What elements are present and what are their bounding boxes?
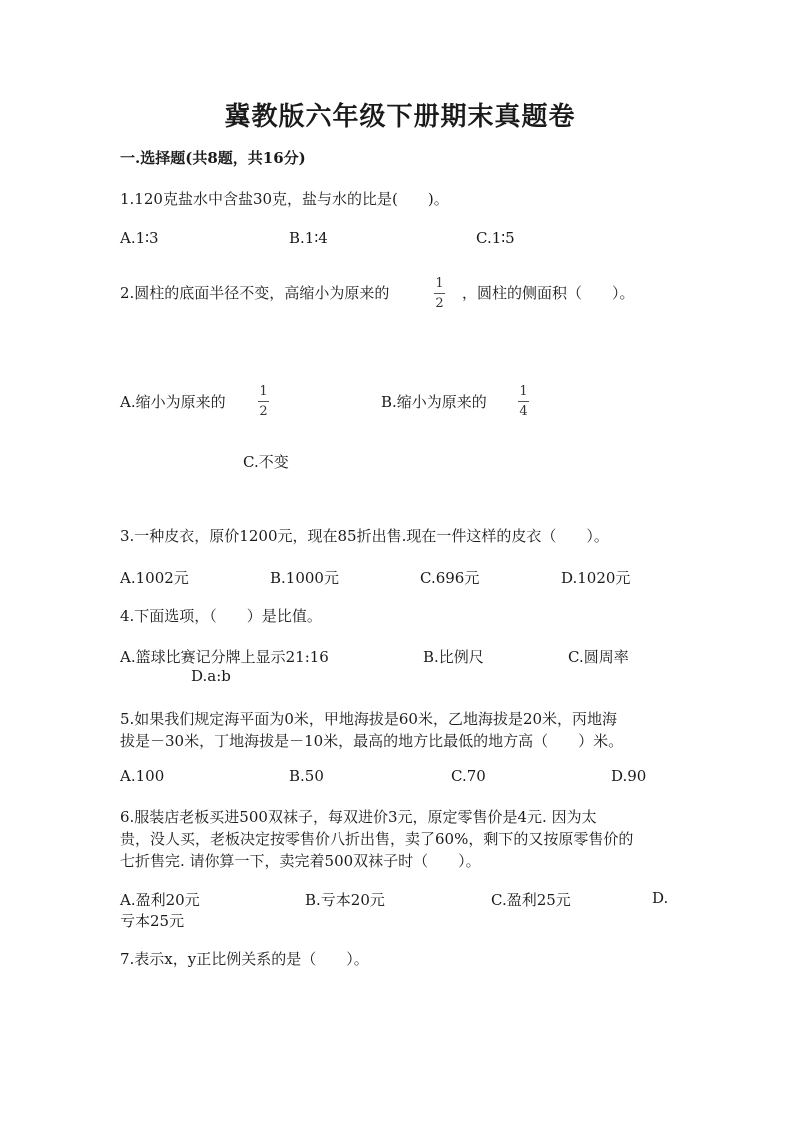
- question-2-stem-part-1: 2.圆柱的底面半径不变，高缩小为原来的: [120, 284, 390, 302]
- question-2-option-b-fraction: [518, 384, 529, 419]
- question-1-option-b: B.1∶4: [289, 229, 328, 247]
- page-title: 冀教版六年级下册期末真题卷: [224, 102, 576, 132]
- question-2-option-c: C.不变: [243, 453, 289, 471]
- question-4-option-b: B.比例尺: [423, 648, 484, 666]
- question-2-stem-part-2: ，圆柱的侧面积（ ）。: [462, 284, 635, 302]
- question-2-fraction: [434, 276, 445, 311]
- question-5-option-d: D.90: [611, 767, 647, 785]
- fraction-bar: [434, 293, 445, 294]
- question-1-option-a: A.1∶3: [120, 229, 159, 247]
- question-6-option-a: A.盈利20元: [120, 891, 200, 909]
- question-4-option-c: C.圆周率: [568, 648, 629, 666]
- question-3-option-c: C.696元: [420, 569, 480, 587]
- section-heading: 一.选择题(共8题，共16分): [120, 149, 306, 167]
- question-1-option-c: C.1∶5: [476, 229, 515, 247]
- question-4-option-d: D.a:b: [191, 667, 231, 685]
- fraction-numerator: 1: [519, 384, 528, 399]
- question-3-option-d: D.1020元: [561, 569, 631, 587]
- question-6-option-d-text: 亏本25元: [120, 912, 185, 930]
- question-3-option-b: B.1000元: [270, 569, 339, 587]
- question-5-stem-line-2: 拔是－30米，丁地海拔是－10米，最高的地方比最低的地方高（ ）米。: [120, 732, 624, 750]
- fraction-numerator: 1: [435, 276, 444, 291]
- question-2-option-a: A.缩小为原来的: [120, 393, 226, 411]
- question-4-option-a: A.篮球比赛记分牌上显示21:16: [120, 648, 329, 666]
- question-6-option-d: D.: [652, 889, 669, 907]
- question-5-option-c: C.70: [451, 767, 486, 785]
- fraction-denominator: 2: [259, 404, 268, 419]
- question-3-stem: 3.一种皮衣，原价1200元，现在85折出售.现在一件这样的皮衣（ ）。: [120, 527, 609, 545]
- question-5-stem-line-1: 5.如果我们规定海平面为0米，甲地海拔是60米，乙地海拔是20米，丙地海: [120, 710, 618, 728]
- question-6-stem-line-1: 6.服装店老板买进500双袜子，每双进价3元，原定零售价是4元. 因为太: [120, 808, 597, 826]
- question-1-stem: 1.120克盐水中含盐30克，盐与水的比是( )。: [120, 190, 449, 208]
- question-4-stem: 4.下面选项，（ ）是比值。: [120, 607, 322, 625]
- question-5-option-b: B.50: [289, 767, 324, 785]
- fraction-bar: [518, 401, 529, 402]
- question-6-option-b: B.亏本20元: [305, 891, 385, 909]
- question-3-option-a: A.1002元: [120, 569, 189, 587]
- fraction-bar: [258, 401, 269, 402]
- question-6-option-c: C.盈利25元: [491, 891, 571, 909]
- question-2-option-b: B.缩小为原来的: [381, 393, 487, 411]
- question-7-stem: 7.表示x，y正比例关系的是（ ）。: [120, 950, 369, 968]
- fraction-denominator: 2: [435, 296, 444, 311]
- question-6-stem-line-2: 贵，没人买，老板决定按零售价八折出售，卖了60%，剩下的又按原零售价的: [120, 830, 634, 848]
- question-6-stem-line-3: 七折售完. 请你算一下，卖完着500双袜子时（ ）。: [120, 852, 481, 870]
- question-2-option-a-fraction: [258, 384, 269, 419]
- fraction-numerator: 1: [259, 384, 268, 399]
- fraction-denominator: 4: [519, 404, 528, 419]
- question-5-option-a: A.100: [120, 767, 165, 785]
